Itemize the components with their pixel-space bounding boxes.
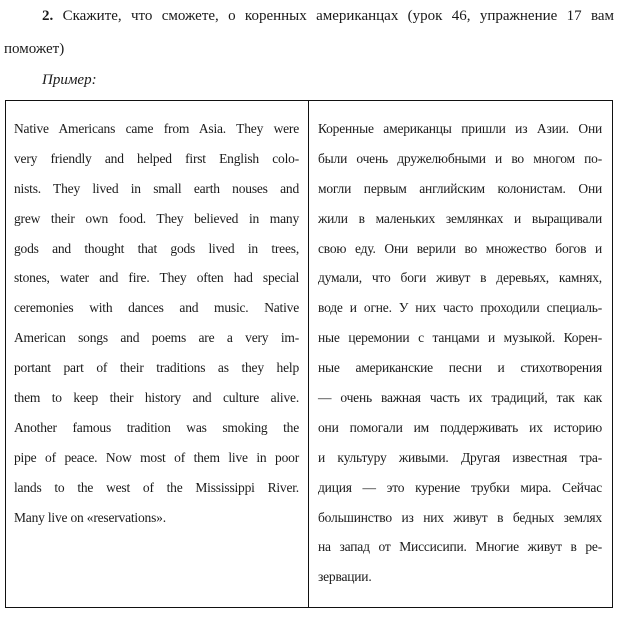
translation-table bbox=[5, 100, 613, 608]
column-divider bbox=[308, 101, 309, 607]
english-text-line: grew their own food. They believed in many bbox=[14, 210, 299, 226]
russian-column bbox=[318, 119, 602, 597]
russian-text-line: были очень дружелюбными и во многом по- bbox=[318, 150, 602, 166]
english-text-line: stones, water and fire. They often had special bbox=[14, 270, 299, 286]
task-instruction-line1 bbox=[42, 8, 614, 25]
russian-text-line: жили в маленьких землянках и выращивали bbox=[318, 210, 602, 226]
english-text-line: American songs and poems are a very im- bbox=[14, 330, 299, 346]
task-number: 2. bbox=[42, 8, 54, 24]
english-text-line: Another famous tradition was smoking the bbox=[14, 419, 299, 435]
russian-text-line: и культуру живыми. Другая известная тра- bbox=[318, 449, 602, 465]
russian-text-line: — очень важная часть их традиций, так как bbox=[318, 390, 602, 406]
english-text-line: Native Americans came from Asia. They were bbox=[14, 121, 299, 136]
russian-text-line: ные церемонии с танцами и музыкой. Корен- bbox=[318, 330, 602, 346]
russian-text-line: диция — это курение трубки мира. Сейчас bbox=[318, 479, 602, 495]
russian-text-line: свою еду. Они верили во множество богов и bbox=[318, 240, 602, 256]
english-text-line: ceremonies with dances and music. Native bbox=[14, 300, 299, 316]
example-label: Пример: bbox=[42, 72, 97, 88]
english-text-line: lands to the west of the Mississippi River. bbox=[14, 479, 299, 495]
english-column bbox=[14, 119, 299, 537]
english-text-line: portant part of their traditions as they help bbox=[14, 360, 299, 376]
russian-text-line: Коренные американцы пришли из Азии. Они bbox=[318, 121, 602, 136]
english-text-line: gods and thought that gods lived in trees, bbox=[14, 240, 299, 256]
russian-text-line: думали, что боги живут в деревьях, камнях, bbox=[318, 270, 602, 286]
russian-text-line: ные американские песни и стихотворения bbox=[318, 360, 602, 376]
russian-text-line: большинство из них живут в бедных землях bbox=[318, 509, 602, 525]
task-text: Скажите, что сможете, о коренных американцах (урок 46, упражнение 17 вам bbox=[62, 8, 614, 24]
english-text-line: nists. They lived in small earth nouses and bbox=[14, 180, 299, 196]
russian-text-line: они помогали им поддерживать их историю bbox=[318, 419, 602, 435]
russian-text-line: на запад от Миссисипи. Многие живут в ре- bbox=[318, 539, 602, 555]
english-text-line: very friendly and helped first English colo- bbox=[14, 150, 299, 166]
russian-text-line: могли первым английским колонистам. Они bbox=[318, 180, 602, 196]
task-instruction-line2: поможет) bbox=[4, 41, 65, 57]
russian-text-line: зервации. bbox=[318, 569, 372, 585]
russian-text-line: воде и огне. У них часто проходили специаль- bbox=[318, 300, 602, 316]
english-text-line: Many live on «reservations». bbox=[14, 509, 166, 525]
english-text-line: them to keep their history and culture alive. bbox=[14, 390, 299, 406]
english-text-line: pipe of peace. Now most of them live in poor bbox=[14, 449, 299, 465]
